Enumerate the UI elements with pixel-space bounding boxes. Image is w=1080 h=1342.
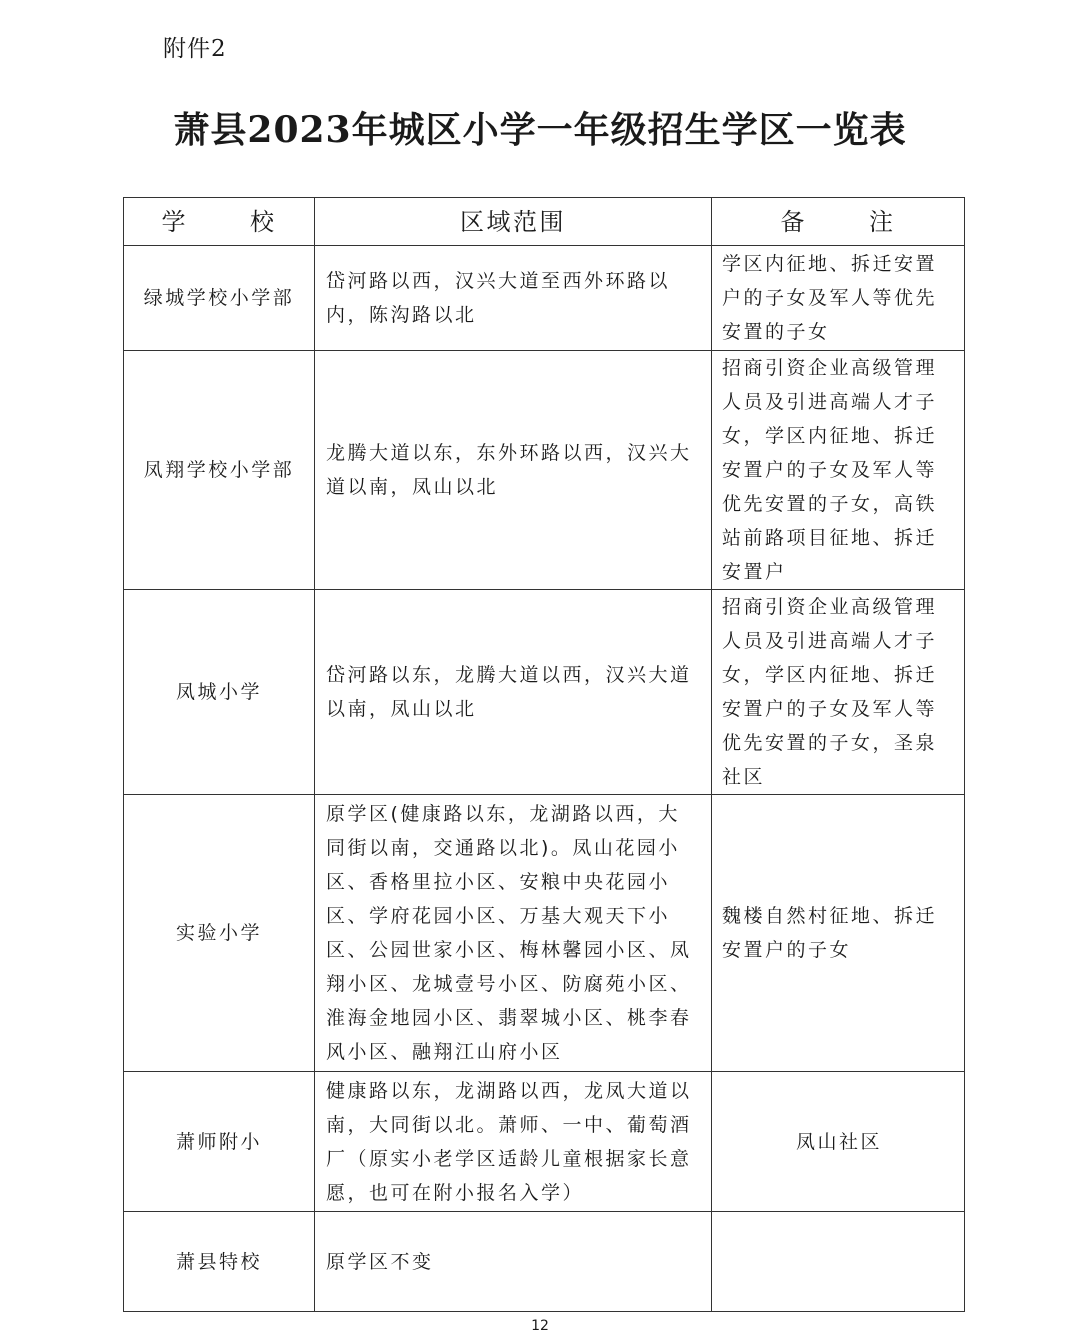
header-note	[712, 198, 965, 246]
header-note-char-1: 备	[780, 207, 807, 236]
remark	[712, 1072, 965, 1212]
district-range	[315, 246, 712, 351]
school-name: 凤翔学校小学部	[124, 351, 315, 590]
district-range-text: 健康路以东，龙湖路以西，龙凤大道以南，大同街以北。萧师、一中、葡萄酒厂（原实小老学区适龄儿童根据家长意愿，也可在附小报名入学）	[326, 1079, 692, 1204]
table-row	[124, 1072, 965, 1212]
header-school-char-1: 学	[161, 207, 188, 236]
remark-text: 招商引资企业高级管理人员及引进高端人才子女，学区内征地、拆迁安置户的子女及军人等优先安置的子女，圣泉社区	[722, 596, 938, 788]
district-range	[315, 351, 712, 590]
district-range	[315, 795, 712, 1072]
remark-text: 凤山社区	[795, 1130, 882, 1153]
remark	[712, 246, 965, 351]
remark	[712, 590, 965, 795]
remark-text: 招商引资企业高级管理人员及引进高端人才子女，学区内征地、拆迁安置户的子女及军人等优先安置的子女，高铁站前路项目征地、拆迁安置户	[722, 357, 938, 583]
district-range	[315, 1212, 712, 1312]
school-name: 凤城小学	[124, 590, 315, 795]
remark	[712, 795, 965, 1072]
header-range: 区域范围	[315, 198, 712, 246]
attachment-label: 附件2	[163, 36, 227, 62]
district-range-text: 岱河路以东，龙腾大道以西，汉兴大道以南，凤山以北	[326, 664, 692, 720]
header-school	[124, 198, 315, 246]
table-header-row	[124, 198, 965, 246]
district-range-text: 岱河路以西，汉兴大道至西外环路以内，陈沟路以北	[326, 270, 671, 326]
school-name: 绿城学校小学部	[124, 246, 315, 351]
page-number: 12	[531, 1318, 549, 1334]
remark	[712, 351, 965, 590]
district-range-text: 原学区(健康路以东，龙湖路以西，大同街以南，交通路以北)。凤山花园小区、香格里拉小区、安粮中央花园小区、学府花园小区、万基大观天下小区、公园世家小区、梅林馨园小区、凤翔小区、龙城壹号小区、防腐苑小区、淮海金地园小区、翡翠城小区、桃李春风小区、融翔江山府小区	[326, 803, 692, 1063]
header-note-char-2: 注	[869, 207, 896, 236]
table-row	[124, 590, 965, 795]
table-row	[124, 246, 965, 351]
district-range	[315, 590, 712, 795]
remark	[712, 1212, 965, 1312]
table-row	[124, 1212, 965, 1312]
district-range-text: 龙腾大道以东，东外环路以西，汉兴大道以南，凤山以北	[326, 442, 692, 498]
header-school-char-2: 校	[250, 207, 277, 236]
school-district-table	[123, 197, 965, 1312]
remark-text: 学区内征地、拆迁安置户的子女及军人等优先安置的子女	[722, 253, 938, 343]
document-title: 萧县2023年城区小学一年级招生学区一览表	[173, 109, 907, 151]
remark-text: 魏楼自然村征地、拆迁安置户的子女	[722, 905, 938, 961]
district-range-text: 原学区不变	[326, 1250, 434, 1273]
school-name: 实验小学	[124, 795, 315, 1072]
school-name: 萧县特校	[124, 1212, 315, 1312]
school-name: 萧师附小	[124, 1072, 315, 1212]
table-row	[124, 351, 965, 590]
table-row	[124, 795, 965, 1072]
district-range	[315, 1072, 712, 1212]
